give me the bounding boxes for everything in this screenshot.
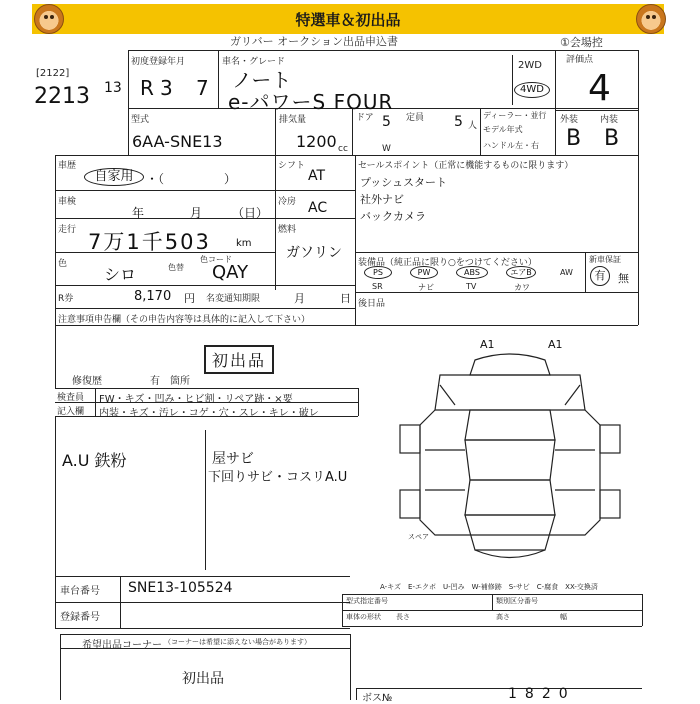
usage-rest: ・（ ） bbox=[146, 172, 237, 186]
name-change-day: 日 bbox=[340, 292, 351, 305]
usage-value: 自家用 bbox=[84, 168, 144, 186]
damage-legend: A-キズ E-エクボ U-凹み W-補修跡 S-サビ C-腐食 XX-交換済 bbox=[380, 583, 598, 591]
power-unit: W bbox=[382, 144, 391, 154]
shaken-month: 月 bbox=[190, 206, 203, 220]
first-reg-era: R bbox=[140, 76, 154, 100]
selling-point-3: バックカメラ bbox=[360, 210, 426, 223]
length-label: 長さ bbox=[396, 613, 410, 621]
equip-ps: PS bbox=[364, 266, 392, 279]
model-year-label: モデル年式 bbox=[483, 125, 523, 134]
new-car-warranty-label: 新車保証 bbox=[589, 255, 621, 264]
registration-label: 登録番号 bbox=[60, 612, 100, 623]
capacity-label: 定員 bbox=[406, 113, 425, 123]
hope-corner-label: 希望出品コーナー bbox=[82, 640, 162, 651]
handle-options: 左・右 bbox=[515, 141, 539, 150]
body-shape-label: 車体の形状 bbox=[346, 613, 381, 621]
damage-mark-2: A1 bbox=[548, 338, 563, 351]
color-code-label: 色コード bbox=[200, 255, 232, 264]
name-change-month: 月 bbox=[294, 292, 305, 305]
repair-value: 有 箇所 bbox=[150, 376, 190, 387]
auction-copy-label: ①会場控 bbox=[560, 36, 603, 49]
type-designation-label: 型式指定番号 bbox=[346, 597, 388, 605]
car-damage-diagram bbox=[380, 330, 640, 580]
vehicle-name-label: 車名・グレード bbox=[222, 57, 286, 67]
spare-label: スペア bbox=[408, 533, 429, 541]
recycle-unit: 円 bbox=[184, 292, 195, 305]
recycle-value: 8,170 bbox=[134, 289, 172, 304]
chassis-label: 車台番号 bbox=[60, 586, 100, 597]
equip-airbag: エアB bbox=[506, 266, 536, 279]
color-label: 色 bbox=[58, 259, 68, 269]
model-value: 6AA-SNE13 bbox=[132, 132, 223, 151]
first-reg-month: 7 bbox=[196, 76, 209, 100]
fuel-value: ガソリン bbox=[286, 245, 342, 261]
int-label: 内装 bbox=[600, 115, 619, 125]
width-label: 幅 bbox=[560, 613, 567, 621]
new-car-yes: 有 bbox=[590, 266, 610, 286]
height-label: 高さ bbox=[496, 613, 510, 621]
shift-label: シフト bbox=[278, 161, 306, 171]
equip-leather: カワ bbox=[514, 283, 530, 292]
selling-points-label: セールスポイント（正常に機能するものに限ります） bbox=[358, 161, 574, 171]
chassis-value: SNE13-105524 bbox=[128, 580, 233, 596]
mascot-right-icon bbox=[636, 4, 666, 34]
vehicle-name: ノート bbox=[232, 68, 292, 92]
doors-label: ドア bbox=[356, 113, 374, 123]
id-tag: [2122] bbox=[36, 68, 70, 79]
equip-pw: PW bbox=[410, 266, 438, 279]
first-reg-label: 初度登録年月 bbox=[131, 57, 186, 67]
equip-aw: AW bbox=[560, 268, 573, 277]
color-value: シロ bbox=[104, 265, 137, 284]
model-label: 型式 bbox=[131, 115, 150, 125]
equip-tv: TV bbox=[466, 282, 477, 291]
new-car-no: 無 bbox=[618, 272, 629, 285]
first-reg-year: 3 bbox=[160, 76, 173, 100]
remark-right-1: 屋サビ bbox=[212, 451, 254, 467]
selling-point-1: プッシュスタート bbox=[360, 176, 448, 189]
fuel-label: 燃料 bbox=[278, 225, 297, 235]
aircon-value: AC bbox=[308, 200, 328, 216]
hope-corner-note: （コーナーは希望に添えない場合があります） bbox=[164, 638, 311, 646]
dealer-label: ディーラー・並行 bbox=[483, 111, 547, 120]
mileage-label: 走行 bbox=[58, 225, 77, 235]
banner-title: 特選車＆初出品 bbox=[295, 11, 401, 29]
ext-grade: B bbox=[566, 126, 582, 151]
remark-right-2: 下回りサビ・コスリA.U bbox=[208, 470, 348, 485]
drive-4wd: 4WD bbox=[514, 82, 550, 98]
name-change-notice-label: 名変通知期限 bbox=[206, 294, 261, 304]
equip-navi: ナビ bbox=[418, 283, 434, 292]
title-banner bbox=[32, 4, 664, 34]
doors-value: 5 bbox=[382, 114, 391, 130]
ext-label: 外装 bbox=[560, 115, 579, 125]
hope-corner-value: 初出品 bbox=[182, 671, 224, 687]
inspector-label-2: 記入欄 bbox=[57, 407, 85, 417]
int-grade: B bbox=[604, 126, 620, 151]
mileage-value: 7万1千503 bbox=[88, 230, 211, 254]
score-label: 評価点 bbox=[566, 55, 594, 65]
handle-label: ハンドル bbox=[483, 141, 515, 150]
drive-2wd: 2WD bbox=[518, 60, 542, 71]
first-listing-stamp: 初出品 bbox=[204, 345, 274, 374]
color-change-label: 色替 bbox=[168, 263, 184, 272]
usage-label: 車歴 bbox=[58, 161, 77, 171]
selling-point-2: 社外ナビ bbox=[360, 193, 404, 206]
damage-mark-1: A1 bbox=[480, 338, 495, 351]
inspection-row-2: 内装・キズ・汚レ・コゲ・穴・スレ・キレ・破レ bbox=[99, 408, 319, 419]
vehicle-grade: e-パワーS FOUR bbox=[228, 90, 394, 114]
repair-label: 修復歴 bbox=[72, 376, 102, 387]
shift-value: AT bbox=[308, 168, 326, 184]
lot-number: 2213 bbox=[34, 84, 90, 109]
score-value: 4 bbox=[588, 68, 611, 109]
capacity-unit: 人 bbox=[468, 121, 478, 131]
notes-label: 注意事項申告欄（その申告内容等は具体的に記入して下さい） bbox=[58, 315, 311, 325]
remark-left: A.U 鉄粉 bbox=[62, 451, 127, 470]
equip-abs: ABS bbox=[456, 266, 488, 279]
classification-label: 類別区分番号 bbox=[496, 597, 538, 605]
shaken-year: 年 bbox=[132, 206, 145, 220]
lot-suffix: 13 bbox=[104, 80, 122, 96]
boss-number-value: 1820 bbox=[508, 686, 576, 702]
equipment-label: 装備品（純正品に限り○をつけてください） bbox=[358, 258, 537, 268]
inspection-row-1: FW・キズ・凹み・ヒビ割・リペア跡・×要 bbox=[99, 394, 293, 405]
capacity-value: 5 bbox=[454, 114, 463, 130]
mascot-left-icon bbox=[34, 4, 64, 34]
mileage-unit: km bbox=[236, 238, 252, 249]
displacement-unit: cc bbox=[338, 144, 348, 154]
shaken-day: （日） bbox=[232, 206, 269, 220]
color-code: QAY bbox=[212, 262, 249, 283]
displacement-value: 1200 bbox=[296, 132, 337, 151]
form-title: ガリバー オークション出品申込書 bbox=[230, 35, 398, 48]
aircon-label: 冷房 bbox=[278, 197, 297, 207]
inspector-label-1: 検査員 bbox=[57, 393, 85, 403]
boss-number-label: ボス№ bbox=[362, 693, 393, 704]
shaken-label: 車検 bbox=[58, 197, 77, 207]
equip-sr: SR bbox=[372, 282, 383, 291]
rear-seat-label: 後日品 bbox=[358, 299, 386, 309]
recycle-label: R券 bbox=[58, 294, 74, 304]
displacement-label: 排気量 bbox=[279, 115, 307, 125]
